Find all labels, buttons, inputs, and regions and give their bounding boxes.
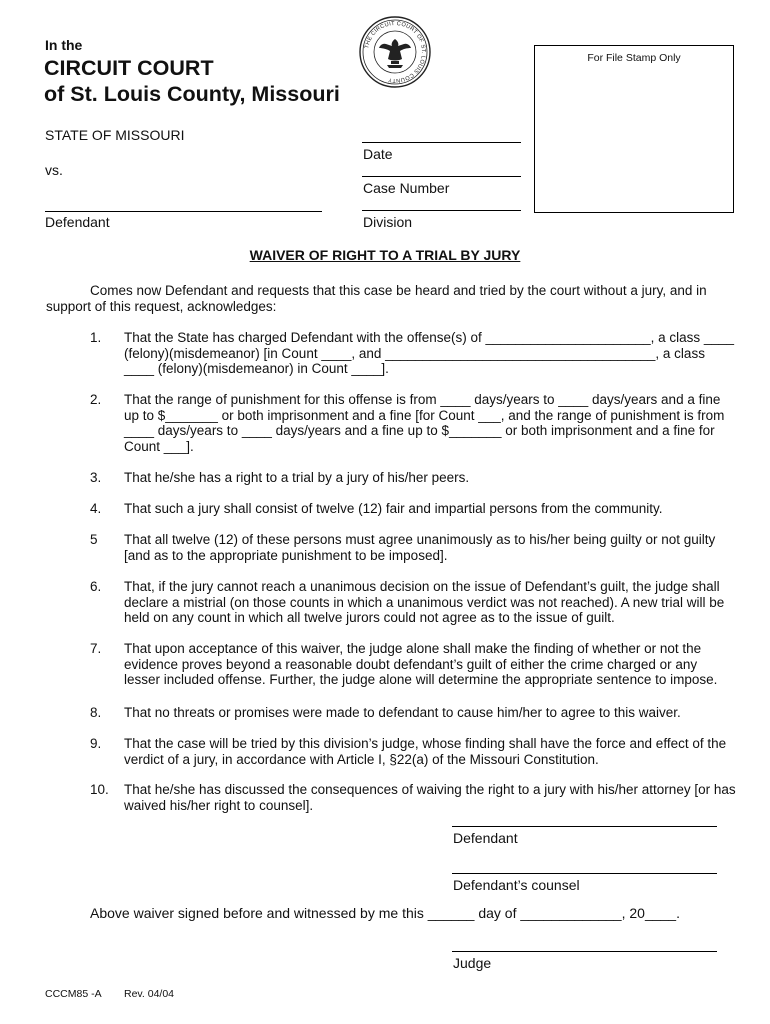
item-number: 2.: [90, 392, 102, 407]
acknowledgment-item: [46, 532, 736, 563]
acknowledgment-item: [46, 392, 736, 454]
item-text: That all twelve (12) of these persons must agree unanimously as to his/her being guilty or not guilty [and as to the appropriate punishment to be imposed].: [124, 532, 716, 563]
item-number: 6.: [90, 579, 102, 594]
form-code: CCCM85 -A: [45, 988, 102, 1000]
case-number-line: [362, 176, 521, 177]
item-number: 4.: [90, 501, 102, 516]
defendant-signature-line: [452, 826, 717, 827]
document-title: WAIVER OF RIGHT TO A TRIAL BY JURY: [249, 247, 521, 263]
counsel-signature-line: [452, 873, 717, 874]
court-intro: In the: [45, 37, 83, 53]
item-number: 1.: [90, 330, 102, 345]
item-number: 10.: [90, 782, 109, 797]
acknowledgment-item: [46, 501, 736, 517]
intro-text: Comes now Defendant and requests that this case be heard and tried by the court without a jury, and in support of this request, acknowledges:: [46, 283, 707, 314]
acknowledgment-item: [46, 470, 736, 486]
file-stamp-box: [534, 45, 734, 213]
item-text: That the State has charged Defendant with the offense(s) of ______________________, a class ____ (felony)(misdemeanor) [in Count ____, and ____________________________________, a class ____ (felony)(misdemeanor) in Count ____].: [124, 330, 734, 376]
versus-label: vs.: [45, 162, 63, 178]
item-text: That he/she has a right to a trial by a jury of his/her peers.: [124, 470, 470, 485]
item-text: That such a jury shall consist of twelve (12) fair and impartial persons from the community.: [124, 501, 663, 516]
item-number: 5: [90, 532, 98, 547]
acknowledgment-item: [46, 641, 736, 688]
acknowledgment-item: [46, 736, 736, 767]
plaintiff-name: STATE OF MISSOURI: [45, 127, 185, 143]
case-number-label: Case Number: [363, 180, 450, 196]
item-text: That he/she has discussed the consequences of waiving the right to a jury with his/her attorney [or has waived his/her right to counsel].: [124, 782, 736, 813]
court-name: [44, 55, 340, 107]
acknowledgment-item: [46, 705, 736, 721]
item-number: 9.: [90, 736, 102, 751]
date-label: Date: [363, 146, 393, 162]
defendant-signature-label: Defendant: [453, 830, 518, 846]
witness-statement: Above waiver signed before and witnessed by me this ______ day of _____________, 20____.: [90, 905, 680, 921]
judge-signature-line: [452, 951, 717, 952]
division-label: Division: [363, 214, 413, 230]
court-seal: [358, 15, 432, 89]
item-number: 3.: [90, 470, 102, 485]
eagle-seal-icon: [358, 15, 432, 89]
acknowledgment-item: [46, 782, 736, 813]
defendant-caption-label: Defendant: [45, 214, 110, 230]
item-number: 7.: [90, 641, 102, 656]
item-text: That no threats or promises were made to defendant to cause him/her to agree to this waiver.: [124, 705, 681, 720]
item-number: 8.: [90, 705, 102, 720]
seal-text: THE CIRCUIT COURT OF ST. LOUIS COUNTY: [364, 20, 427, 84]
division-line: [362, 210, 521, 211]
judge-signature-label: Judge: [453, 955, 492, 971]
intro-paragraph: [46, 283, 726, 315]
court-name-line2: of St. Louis County, Missouri: [44, 82, 340, 106]
court-name-line1: CIRCUIT COURT: [44, 56, 214, 80]
counsel-signature-label: Defendant’s counsel: [453, 877, 580, 893]
defendant-line: [45, 211, 322, 212]
file-stamp-label: For File Stamp Only: [587, 52, 681, 64]
acknowledgment-item: [46, 579, 736, 626]
form-revision: Rev. 04/04: [124, 988, 175, 1000]
item-text: That, if the jury cannot reach a unanimous decision on the issue of Defendant’s guilt, the judge shall declare a mistrial (on those counts in which a unanimous verdict was not reached). A new trial will be held on any count in which all twelve jurors could not agree as to the issue of guilt.: [124, 579, 725, 625]
date-line: [362, 142, 521, 143]
acknowledgment-item: [46, 330, 736, 377]
item-text: That upon acceptance of this waiver, the judge alone shall make the finding of whether or not the evidence proves beyond a reasonable doubt defendant’s guilt of either the crime charged or any lesser included offense. Further, the judge alone will determine the appropriate sentence to impose.: [124, 641, 718, 687]
item-text: That the range of punishment for this offense is from ____ days/years to ____ days/years and a fine up to $_______ or both imprisonment and a fine [for Count ___, and the range of punishment is from ____ days/years to ____ days/years and a fine up to $_______ or both imprisonment and a fine for Count ___].: [124, 392, 725, 454]
item-text: That the case will be tried by this division’s judge, whose finding shall have the force and effect of the verdict of a jury, in accordance with Article I, §22(a) of the Missouri Constitution.: [124, 736, 727, 767]
